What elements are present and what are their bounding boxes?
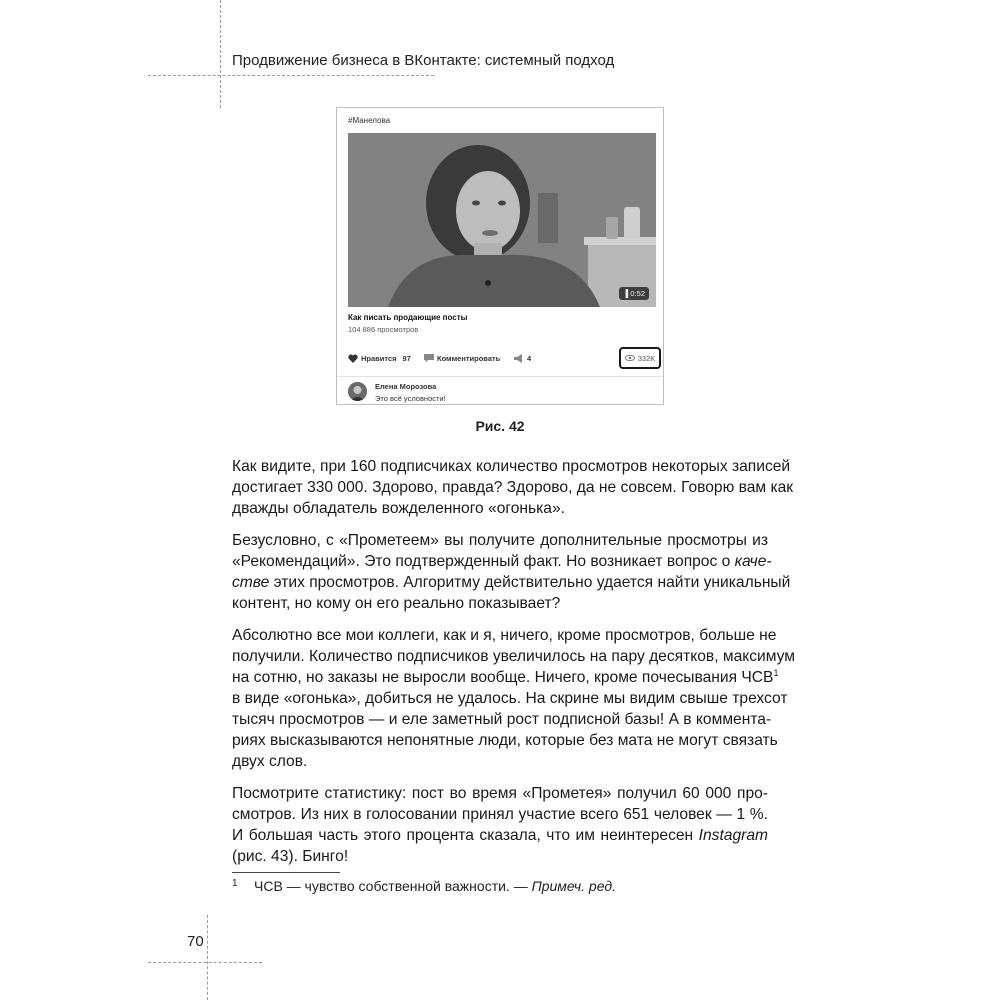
text-span: на сотню, но заказы не выросли вообще. Ничего, кроме почесывания ЧСВ: [232, 669, 774, 686]
running-head: Продвижение бизнеса в ВКонтакте: системный подход: [232, 52, 615, 69]
megaphone-icon: [514, 354, 524, 363]
comment-icon: [424, 354, 434, 363]
text-line: смотров. Из них в голосовании принял участие всего 651 человек — 1 %.: [232, 806, 768, 823]
crop-guide-header: [148, 75, 434, 76]
footnote: [232, 878, 616, 894]
text-line: контент, но кому он его реально показывает?: [232, 595, 561, 612]
equalizer-icon: ▐: [622, 289, 629, 298]
eye-icon: [625, 355, 635, 361]
heart-icon: [348, 354, 358, 363]
italic-span: стве: [232, 574, 270, 591]
comment-button[interactable]: [424, 354, 500, 363]
text-line: Абсолютно все мои коллеги, как и я, ничего, кроме просмотров, больше не: [232, 627, 777, 644]
text-span: «Рекомендаций». Это подтвержденный факт. Но возникает вопрос о: [232, 553, 735, 570]
text-line: (рис. 43). Бинго!: [232, 848, 349, 865]
text-line: двух слов.: [232, 753, 308, 770]
text-line: [232, 572, 791, 593]
text-line: в виде «огонька», добиться не удалось. На скрине мы видим свыше трехсот: [232, 690, 788, 707]
text-line: дважды обладатель вожделенного «огонька».: [232, 500, 565, 517]
like-count: 97: [402, 354, 411, 363]
paragraph: [232, 530, 791, 614]
paragraph: [232, 783, 768, 867]
text-span: И большая часть этого процента сказала, что им неинтересен: [232, 827, 699, 844]
footnote-mark: 1: [232, 878, 238, 889]
post-actions: [348, 354, 656, 366]
paragraph: [232, 625, 795, 772]
text-line: Безусловно, с «Прометеем» вы получите дополнительные просмотры из: [232, 532, 768, 549]
views-count: 332K: [637, 353, 656, 363]
video-preview[interactable]: [348, 133, 656, 307]
video-frame-image: [348, 133, 656, 307]
footnote-rule: [232, 872, 340, 873]
like-button[interactable]: [348, 354, 411, 363]
crop-guide-bottom: [207, 915, 208, 1000]
text-line: достигает 330 000. Здорово, правда? Здорово, да не совсем. Говорю вам как: [232, 479, 794, 496]
avatar[interactable]: [348, 382, 367, 401]
text-line: риях высказываются непонятные люди, которые без мата не могут связать: [232, 732, 778, 749]
comment-text: Это всё условности!: [375, 394, 446, 403]
post-hashtag[interactable]: #Манелова: [348, 116, 391, 125]
like-label: Нравится: [361, 354, 397, 363]
figure-caption: Рис. 42: [475, 418, 525, 434]
text-line: Как видите, при 160 подписчиках количество просмотров некоторых записей: [232, 458, 791, 475]
comments-divider: [337, 376, 663, 377]
comment-label: Комментировать: [437, 354, 501, 363]
views-counter-highlight: [619, 347, 661, 369]
avatar-image: [348, 382, 367, 401]
paragraph: [232, 456, 794, 519]
footnote-note: Примеч. ред.: [531, 878, 616, 894]
duration-text: 0:52: [630, 289, 645, 298]
text-line: Посмотрите статистику: пост во время «Прометея» получил 60 000 про-: [232, 785, 768, 802]
figure-vk-post: [336, 107, 664, 405]
text-line: тысяч просмотров — и еле заметный рост подписной базы! А в коммента-: [232, 711, 772, 728]
text-span: этих просмотров. Алгоритму действительно удается найти уникальный: [269, 574, 791, 591]
text-line: получили. Количество подписчиков увеличилось на пару десятков, максимум: [232, 648, 795, 665]
footnote-text: ЧСВ — чувство собственной важности. —: [254, 878, 532, 894]
crop-guide-footer: [148, 962, 262, 963]
italic-span: Instagram: [698, 827, 768, 844]
share-button[interactable]: [514, 354, 531, 363]
page-number: 70: [187, 933, 204, 950]
text-line: [232, 825, 768, 846]
body-text: [232, 456, 795, 878]
video-views: 104 886 просмотров: [348, 325, 419, 334]
text-line: [232, 551, 772, 572]
share-count: 4: [527, 354, 532, 363]
italic-span: каче-: [734, 553, 772, 570]
footnote-ref[interactable]: 1: [773, 667, 779, 678]
comment-author[interactable]: Елена Морозова: [375, 382, 437, 391]
video-title[interactable]: Как писать продающие посты: [348, 313, 468, 322]
video-duration: [619, 287, 649, 300]
text-line: [232, 667, 779, 688]
crop-guide-top: [220, 0, 221, 108]
